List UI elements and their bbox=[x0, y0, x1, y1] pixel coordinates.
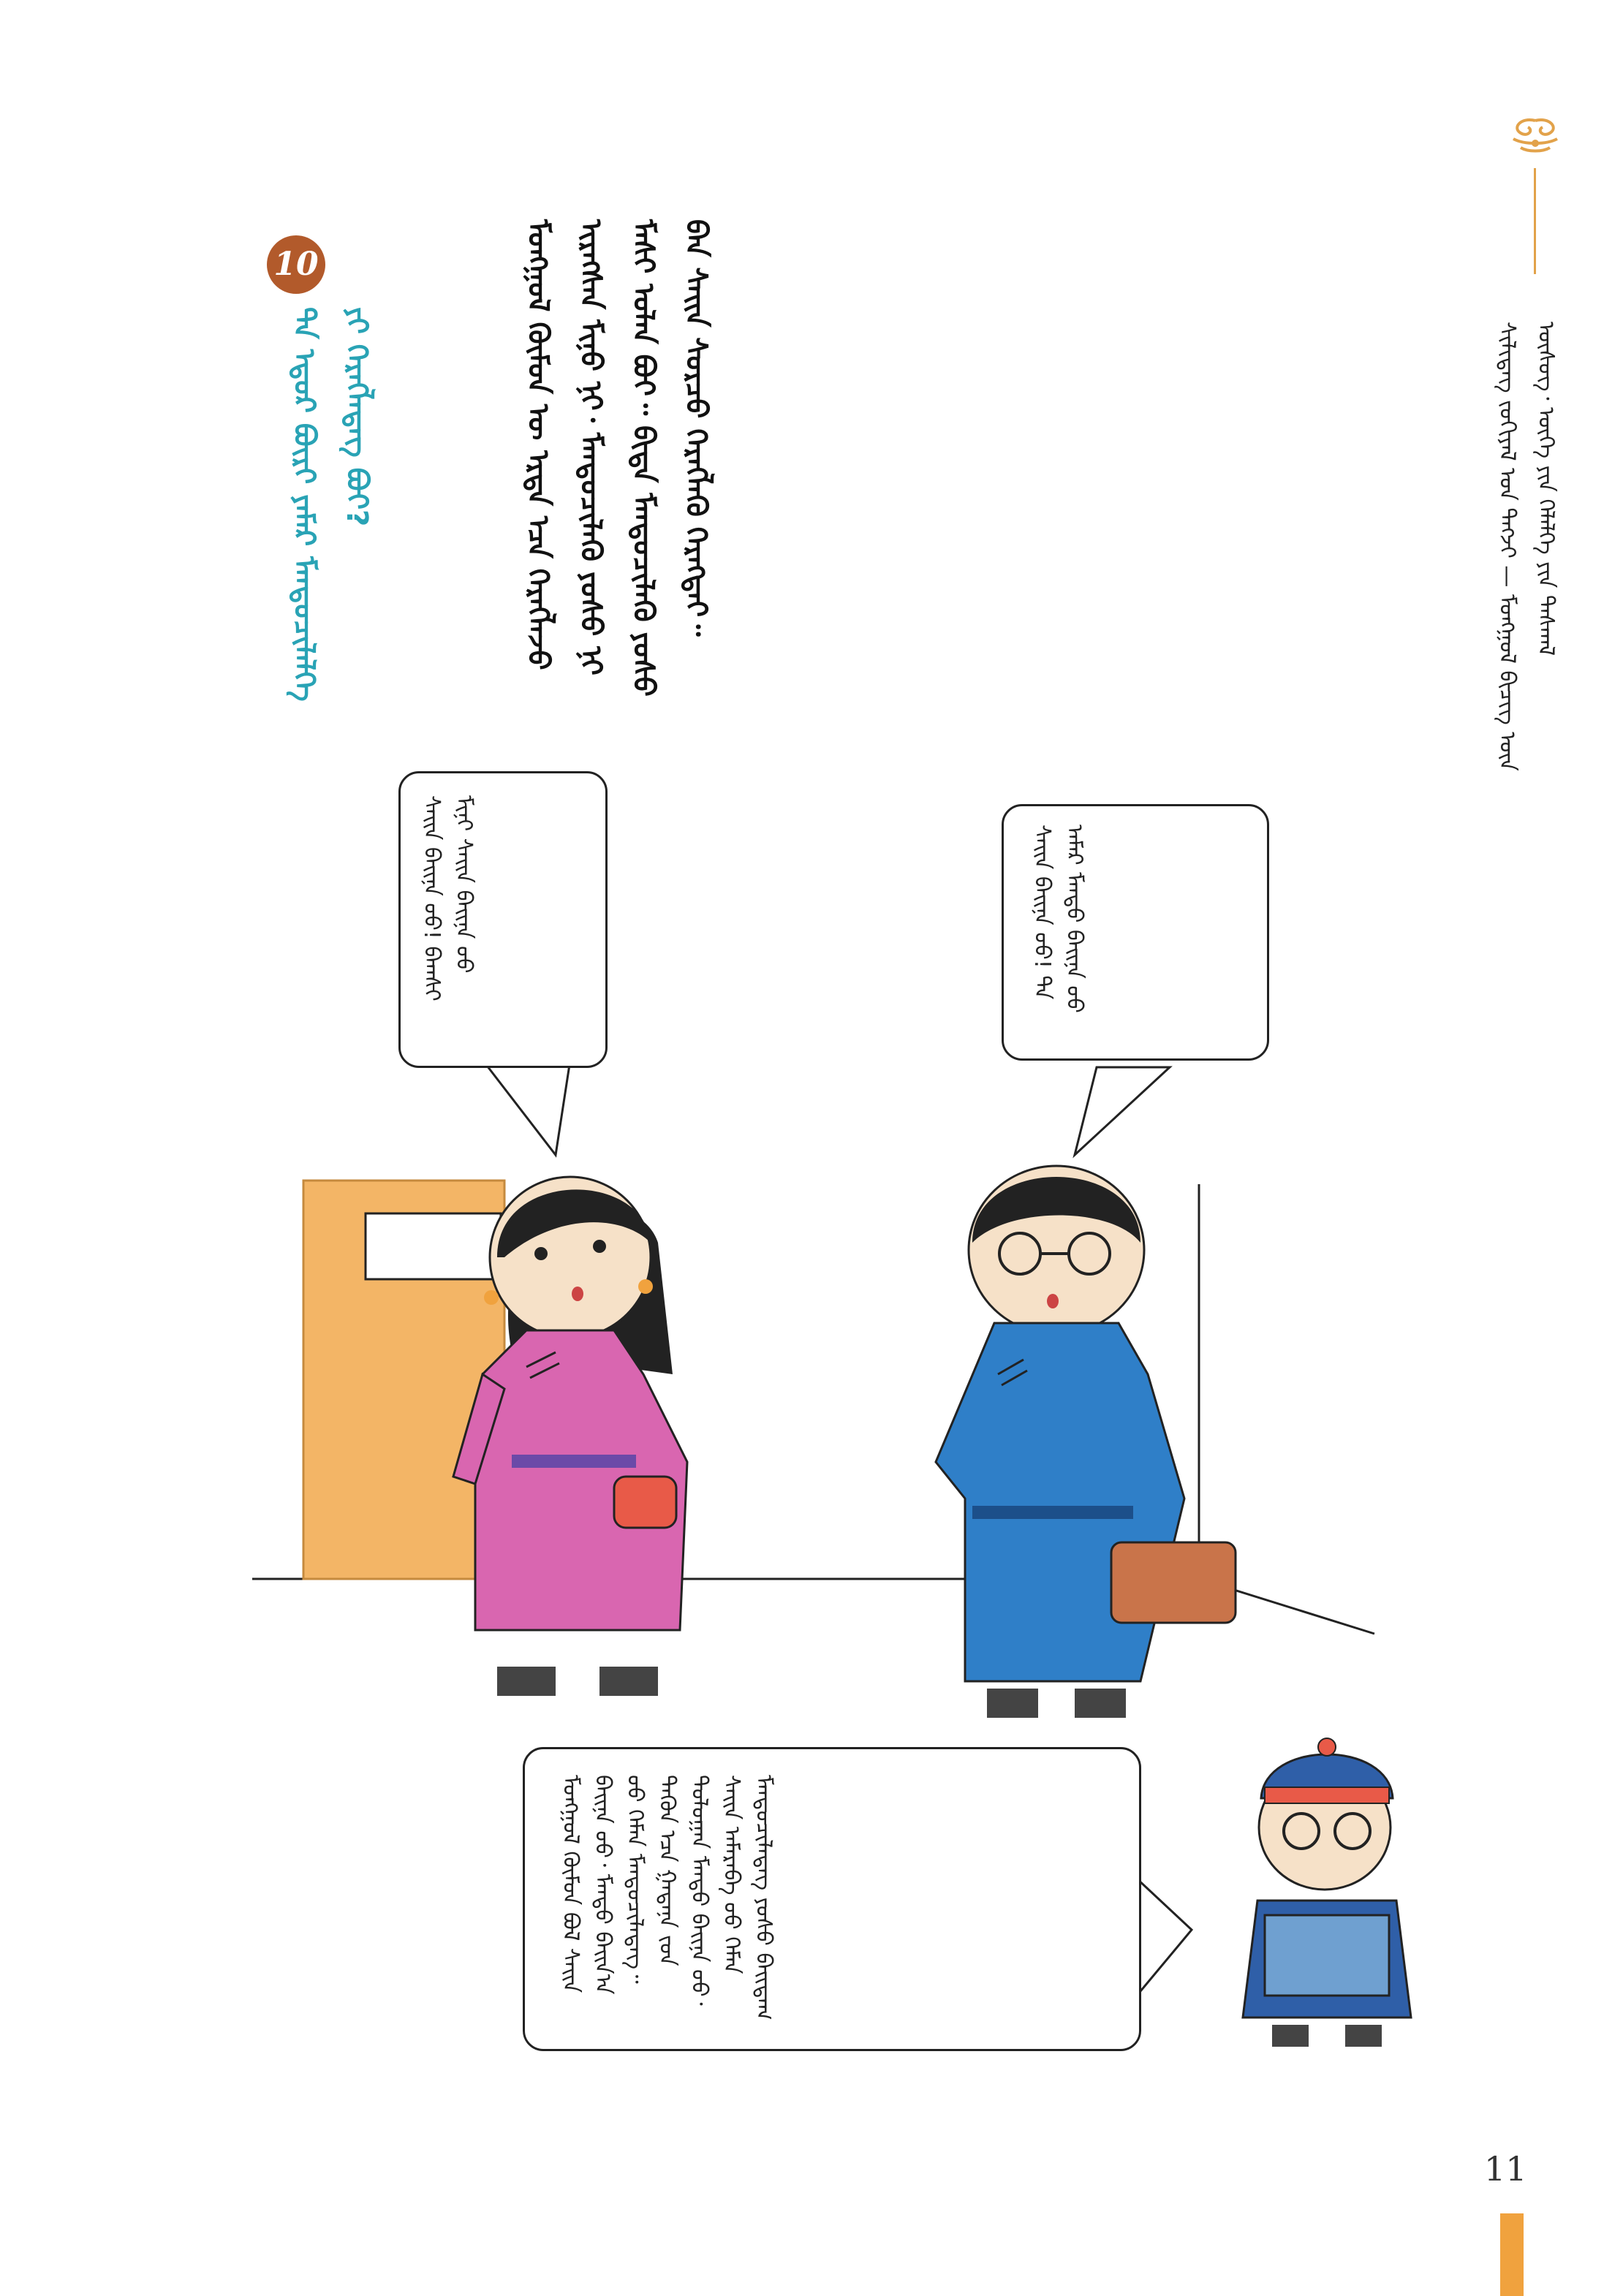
exercise-question: ᠲᠠ ᠡᠳᠦᠷ ᠪᠦᠷᠢ ᠶᠠᠮᠠᠷ ᠮᠡᠨᠳᠦᠴᠢᠯᠡᠯᠭᠡ ᠶᠢ ᠬᠡᠷᠡᠭᠯᠡᠳᠡᠭ ᠪᠣᠢ? bbox=[287, 307, 374, 702]
header-title: ᠰᠢᠯᠢᠳᠡᠭ ᠵᠤᠬᠢᠶᠠᠯ ᠤᠨ ᠳᠡᠭᠵᠢ — ᠮᠣᠩᠭᠣᠯ ᠪᠢᠴᠢᠭ ᠦᠨ ᠦᠰᠦᠭ᠂ ᠦᠭᠡ ᠶᠢᠨ ᠬᠡᠯᠡᠯᠭᠡ ᠶᠢᠨ ᠳᠠᠰᠭᠠᠯ bbox=[1494, 322, 1559, 771]
man-speech-bubble bbox=[1002, 804, 1269, 1061]
boy-figure bbox=[1243, 1738, 1411, 2047]
woman-bubble-tail bbox=[483, 1060, 570, 1155]
boy-speech-bubble bbox=[523, 1747, 1141, 2051]
boy-bubble-text: ᠮᠣᠩᠭᠣᠯ ᠬᠦᠮᠦᠨ ᠪᠣᠯ ᠰᠠᠢᠨ ᠪᠠᠢᠨᠠ ᠤᠤ᠂ ᠮᠡᠨᠳᠦ ᠪᠠᠢᠨ᠎ᠠ ᠤᠤ ᠬᠡᠮᠡᠨ ᠮᠡᠨᠳᠦᠴᠢᠯᠡᠳᠡᠭ᠃ ᠲᠡᠭᠦᠨ ᠡᠴᠡ ᠭᠠᠳᠠᠨᠠ ᠵᠤᠨ ᠳᠣᠯᠤᠭᠠᠨ ᠮᠡᠨᠳᠦ ᠪᠠᠢᠨᠠ ᠤᠤ᠂ ᠰᠠᠢᠨ ᠠᠮᠠᠷᠠᠪᠠ ᠤᠤ ᠬᠡᠮᠡᠨ ᠮᠡᠨᠳᠦᠴᠢᠯᠡᠳᠡᠭ ᠶᠣᠰᠣ ᠪᠠᠢᠳᠠᠭ bbox=[558, 1775, 776, 2020]
man-bubble-text: ᠰᠠᠢᠨ ᠪᠠᠢᠨᠠ ᠤᠤ! ᠲᠠ ᠠᠮᠠᠷ ᠮᠡᠨᠳᠦ ᠪᠠᠢᠨᠠ ᠤᠤ bbox=[1029, 825, 1087, 1013]
boy-bubble-tail bbox=[1137, 1879, 1192, 1996]
page-accent-bar bbox=[1500, 2213, 1524, 2296]
body-paragraph: ᠮᠣᠩᠭᠣᠯ ᠬᠦᠮᠦᠨ ᠦ ᠡᠷᠲᠡ ᠡᠴᠡ ᠬᠡᠷᠡᠭᠯᠡᠵᠦ ᠢᠷᠡᠭᠰᠡᠨ ᠮᠢᠨᠤ ᠨᠢ᠂ ᠮᠡᠨᠳᠦᠴᠢᠯᠡᠬᠦ ᠶᠣᠰᠣ ᠨᠢ ᠮᠠᠰᠢ ᠣᠯᠠᠨ ᠪᠣᠢ᠃ ᠪᠢᠳᠡ ᠮᠡᠨᠳᠦᠴᠢᠯᠡᠬᠦ ᠶᠣᠰᠣ ᠪᠠᠨ ᠰᠠᠢᠨ ᠰᠤᠷᠴᠤ ᠬᠡᠷᠡᠭᠯᠡᠬᠦ ᠬᠡᠷᠡᠭᠲᠡᠢ᠃ bbox=[521, 219, 713, 697]
man-figure bbox=[936, 1166, 1236, 1718]
woman-bubble-text: ᠰᠠᠢᠨ ᠪᠠᠢᠨᠠ ᠤᠤ! ᠪᠠᠭᠰᠢ ᠮᠢᠨᠢ ᠰᠠᠢᠨ ᠪᠠᠢᠨᠠ ᠤᠤ bbox=[419, 795, 477, 1001]
exercise-number-badge: 10 bbox=[267, 235, 325, 294]
page-number: 11 bbox=[1484, 2149, 1527, 2189]
man-bubble-tail bbox=[1075, 1067, 1170, 1155]
woman-speech-bubble bbox=[398, 771, 608, 1068]
